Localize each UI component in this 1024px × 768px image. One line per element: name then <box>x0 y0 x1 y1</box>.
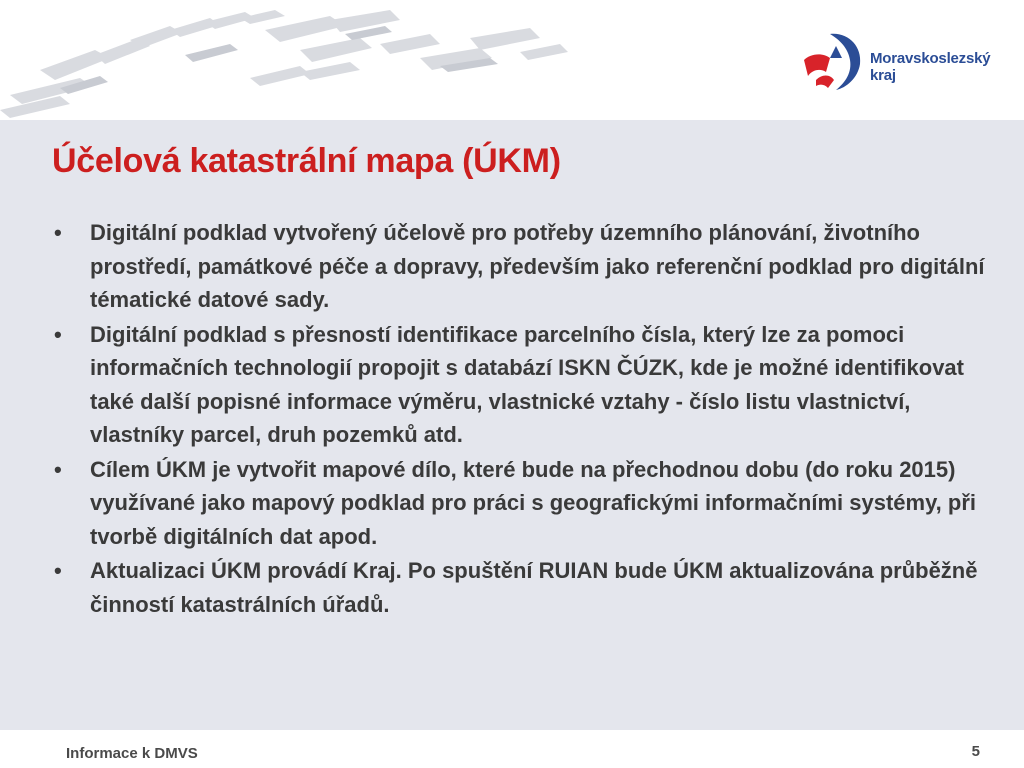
bullet-item <box>50 216 990 317</box>
slide-title: Účelová katastrální mapa (ÚKM) <box>52 142 561 180</box>
bullet-text: Aktualizaci ÚKM provádí Kraj. Po spuštění RUIAN bude ÚKM aktualizována průběžně činností katastrálních úřadů. <box>90 558 978 617</box>
bullet-text: Cílem ÚKM je vytvořit mapové dílo, které bude na přechodnou dobu (do roku 2015) využívané jako mapový podklad pro práci s geografickými informačními systémy, při tvorbě digitálních dat apod. <box>90 456 977 549</box>
bullet-item <box>50 554 990 621</box>
bullet-marker: • <box>54 558 62 583</box>
moravskoslezsky-kraj-logo <box>800 28 1000 98</box>
footer-label: Informace k DMVS <box>66 745 198 762</box>
logo-line-1: Moravskoslezský <box>870 50 991 67</box>
decorative-header-graphic <box>0 0 600 120</box>
bullet-item <box>50 318 990 452</box>
logo-line-2: kraj <box>870 67 896 84</box>
bullet-marker: • <box>54 321 62 347</box>
header-band <box>0 0 1024 120</box>
bullet-marker: • <box>54 456 62 482</box>
bullet-list <box>50 216 990 622</box>
bullet-text: Digitální podklad s přesností identifikace parcelního čísla, který lze za pomoci informačních technologií propojit s databází ISKN ČÚZK, kde je možné identifikovat také další popisné informace výměru, vlastnické vztahy - číslo listu vlastnictví, vlastníky parcel, druh pozemků atd. <box>90 321 964 447</box>
page-number: 5 <box>971 743 980 760</box>
bullet-marker: • <box>54 220 62 245</box>
region-emblem-icon <box>800 28 866 98</box>
bullet-text: Digitální podklad vytvořený účelově pro potřeby územního plánování, životního prostředí, památkové péče a dopravy, především jako referenční podklad pro digitální tématické datové sady. <box>90 220 985 312</box>
bullet-item <box>50 453 990 554</box>
logo-wordmark <box>870 50 990 84</box>
